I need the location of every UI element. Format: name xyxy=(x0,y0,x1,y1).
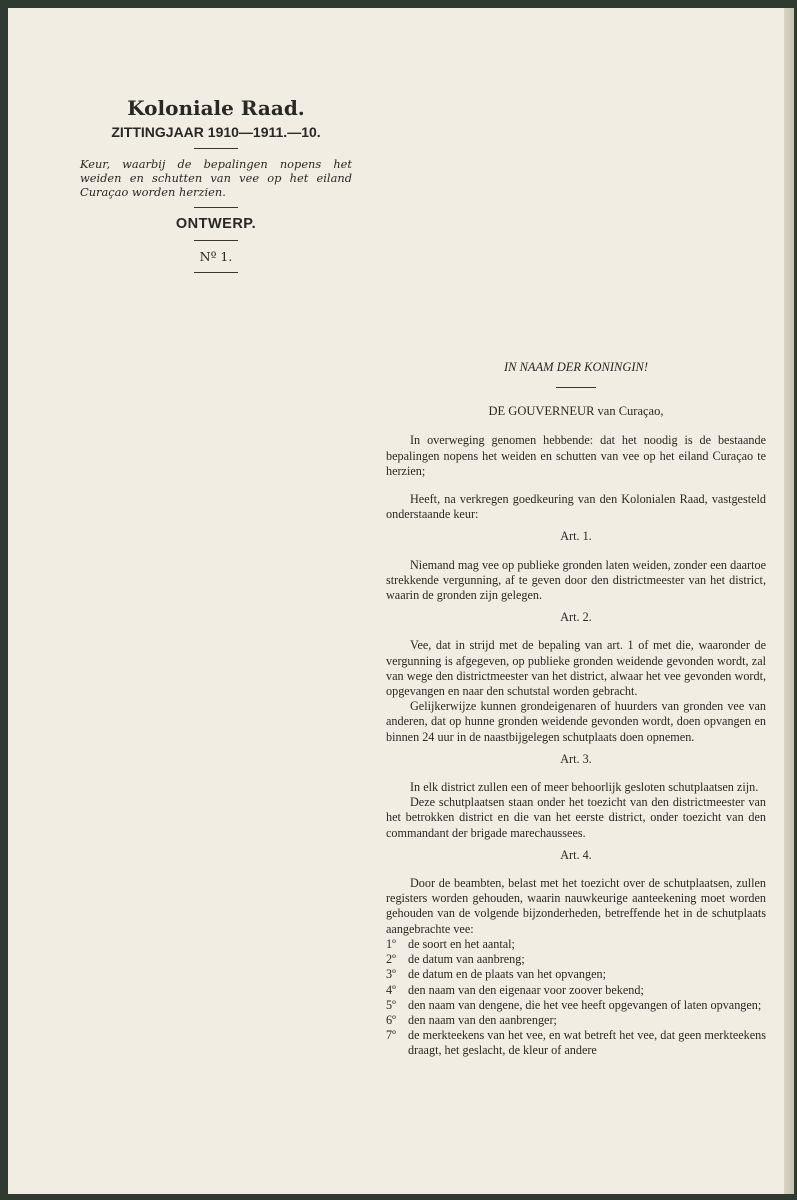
document-number: Nº 1. xyxy=(199,249,233,264)
list-item: 4º den naam van den eigenaar voor zoover bekend; xyxy=(386,982,644,997)
list-item: 6º den naam van den aanbrenger; xyxy=(386,1012,557,1027)
invocation: IN NAAM DER KONINGIN! xyxy=(503,360,649,374)
considering-paragraph: In overweging genomen hebbende: dat het noodig is de bestaande bepalingen nopens het weiden en schutten van vee op het eiland Curaçao te herzien; xyxy=(386,433,766,478)
article-3-paragraph-2: Deze schutplaatsen staan onder het toezicht van den districtmeester van het betrokken district en die van het eerste district, onder toezicht van den commandant der brigade marechaussees. xyxy=(386,795,766,840)
page-edge xyxy=(784,8,794,1194)
article-4-paragraph: Door de beambten, belast met het toezicht over de schutplaatsen, zullen registers worden gehouden, waarin nauwkeurige aanteekening moet worden gehouden van de volgende bijzonderheden, betreffende het in de schutplaats aangebrachte vee: xyxy=(386,876,766,936)
article-2-paragraph-2: Gelijkerwijze kunnen grondeigenaren of huurders van gronden vee van anderen, dat op hunne gronden weidende gevonden wordt, doen opvangen en binnen 24 uur in de naastbijgelegen schutplaats doen opnemen. xyxy=(386,699,766,744)
header-rule xyxy=(194,148,238,149)
article-3-heading: Art. 3. xyxy=(560,751,592,766)
article-2-heading: Art. 2. xyxy=(560,610,592,625)
header-rule xyxy=(194,240,238,241)
list-item: 5º den naam van dengene, die het vee heeft opgevangen of laten opvangen; xyxy=(386,997,762,1012)
session-year: ZITTINGJAAR 1910—1911.—10. xyxy=(111,124,321,140)
header-rule xyxy=(194,207,238,208)
document-page xyxy=(8,8,794,1194)
list-item: 3º de datum en de plaats van het opvangen; xyxy=(386,967,606,982)
approval-paragraph: Heeft, na verkregen goedkeuring van den Kolonialen Raad, vastgesteld onderstaande keur: xyxy=(386,492,766,522)
document-header xyxy=(78,88,354,281)
list-item: 1º de soort en het aantal; xyxy=(386,936,515,951)
draft-label: ONTWERP. xyxy=(175,216,257,232)
document-description: Keur, waarbij de bepalingen nopens het weiden en schutten van vee op het eiland Curaçao worden herzien. xyxy=(80,157,352,199)
divider xyxy=(556,387,596,388)
article-4-heading: Art. 4. xyxy=(560,847,592,862)
article-1-paragraph: Niemand mag vee op publieke gronden laten weiden, zonder een daartoe strekkende vergunning, af te geven door den districtmeester van het district, waarin de gronden zijn gelegen. xyxy=(386,557,766,603)
council-title: Koloniale Raad. xyxy=(127,96,305,120)
article-2-paragraph-1: Vee, dat in strijd met de bepaling van art. 1 of met die, waaronder de vergunning is afgegeven, op publieke gronden weidende gevonden wordt, zal van wege den districtmeester van het district, alwaar het vee gevonden wordt, opgevangen en naar den schutstal worden gebracht. xyxy=(386,638,766,699)
register-items-list xyxy=(386,937,766,1059)
main-text xyxy=(386,360,766,1059)
list-item: 2º de datum van aanbreng; xyxy=(386,952,525,967)
governor-line: DE GOUVERNEUR van Curaçao, xyxy=(488,404,664,419)
article-1-heading: Art. 1. xyxy=(560,529,592,544)
header-rule xyxy=(194,272,238,273)
list-item: 7º de merkteekens van het vee, en wat betreft het vee, dat geen merkteekens draagt, het geslacht, de kleur of andere xyxy=(386,1028,766,1058)
article-3-paragraph-1: In elk district zullen een of meer behoorlijk gesloten schutplaatsen zijn. xyxy=(410,780,759,795)
